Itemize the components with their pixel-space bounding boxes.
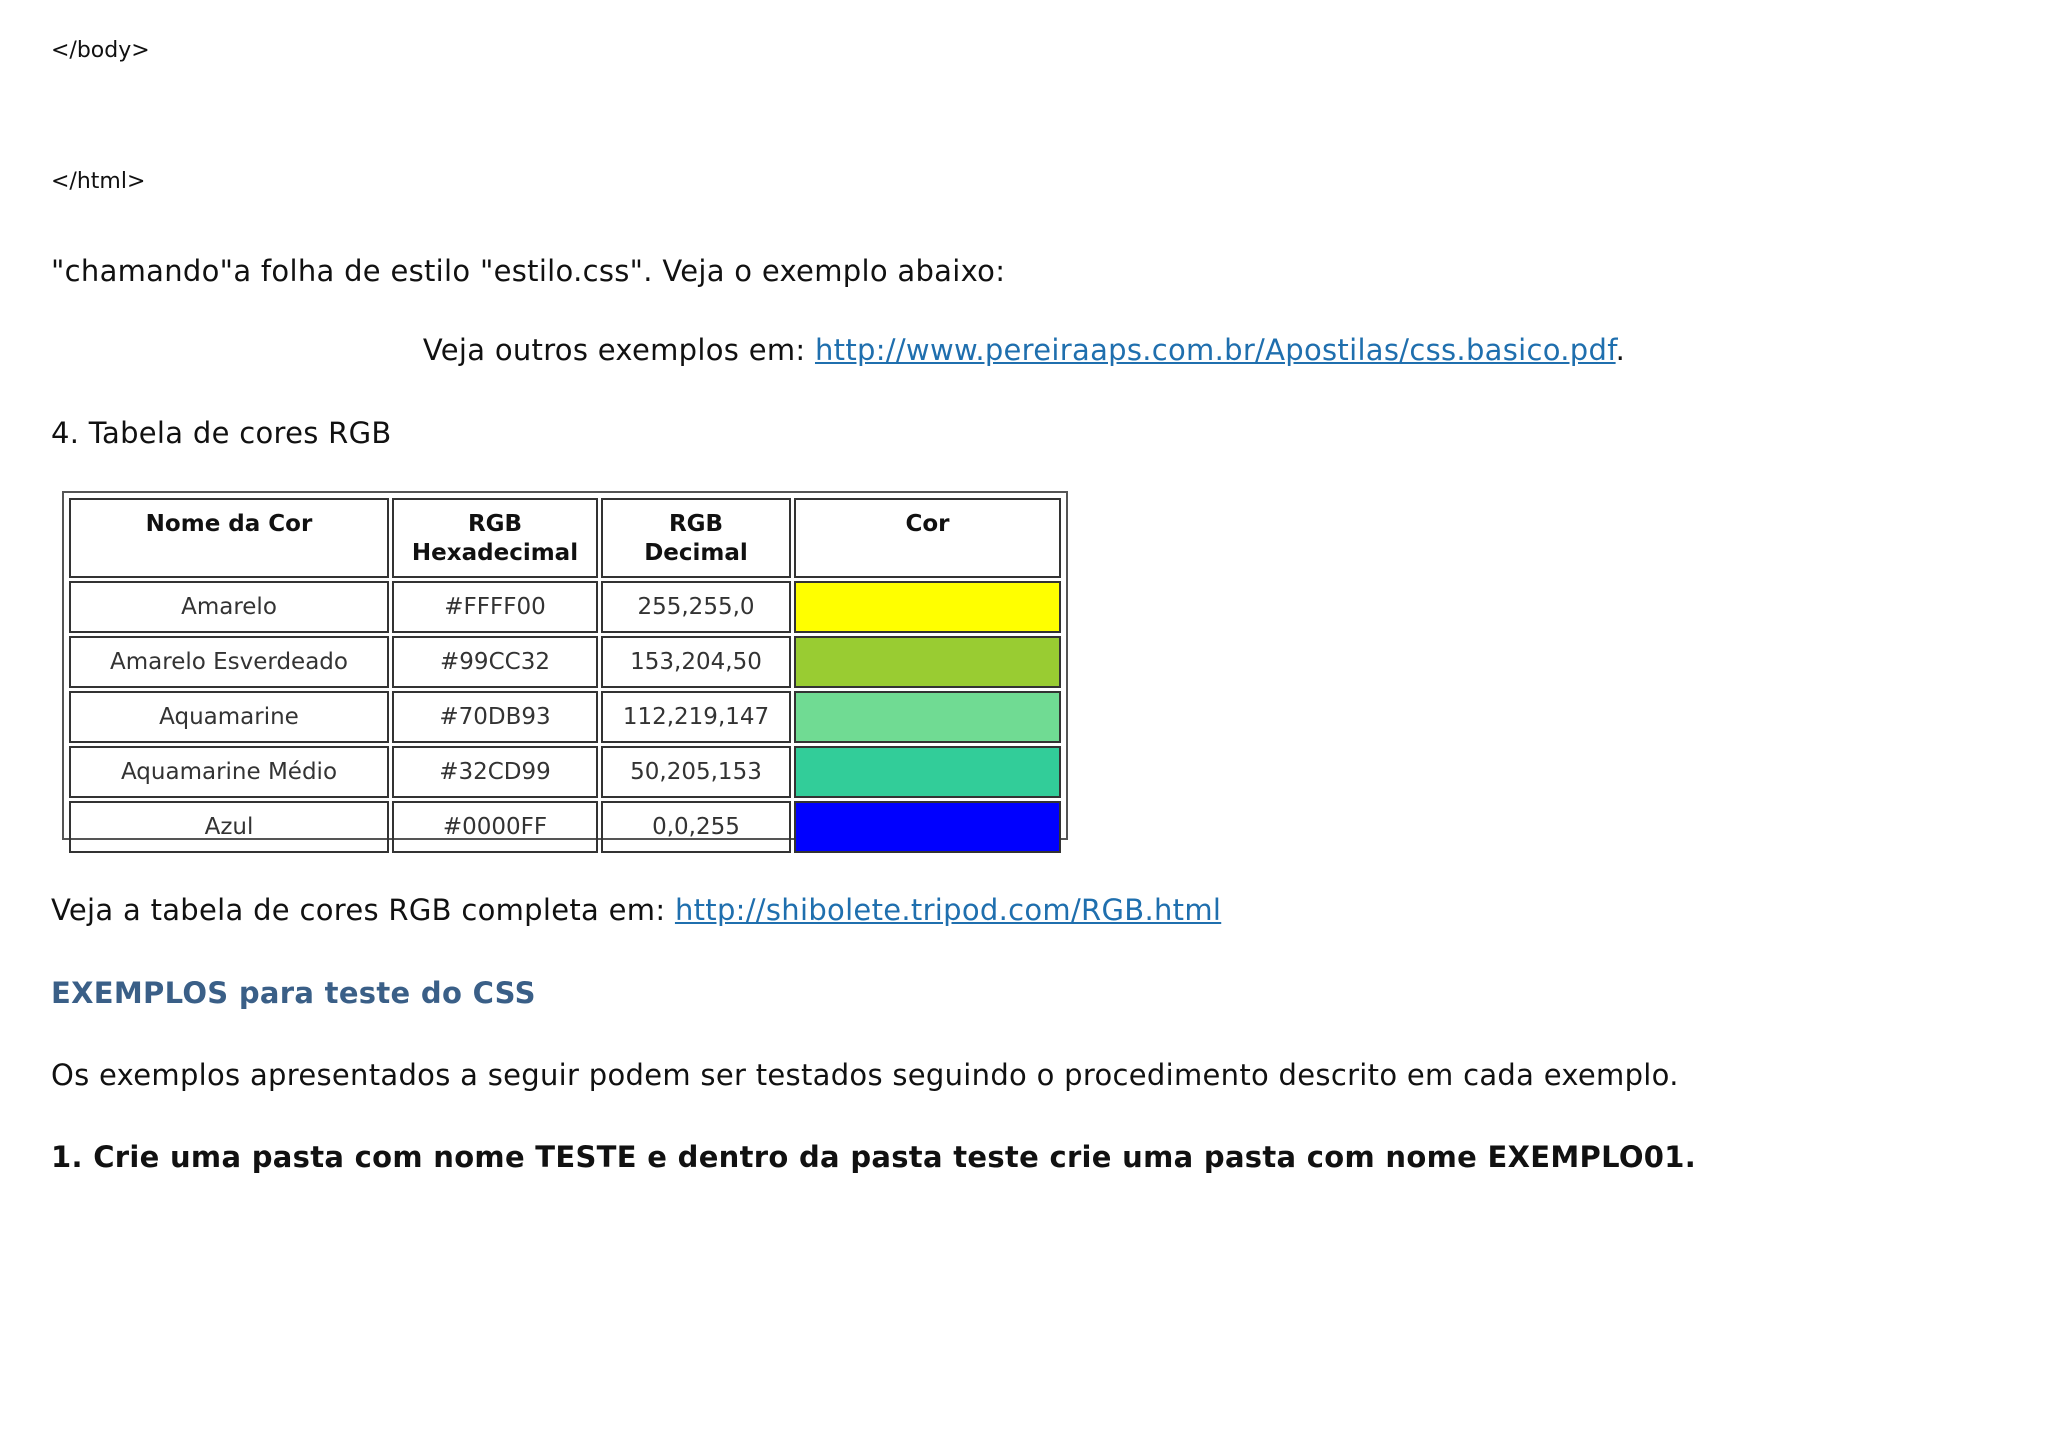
- header-color-name: Nome da Cor: [69, 498, 389, 578]
- rgb-color-table: [66, 495, 1064, 856]
- full-table-prefix: Veja a tabela de cores RGB completa em:: [51, 893, 675, 927]
- cell-color-swatch: [794, 581, 1061, 633]
- code-line-html-close: </html>: [51, 169, 146, 194]
- table-row: [69, 691, 1061, 743]
- table-row: [69, 636, 1061, 688]
- full-table-paragraph: [51, 893, 1221, 927]
- cell-rgb-decimal: 255,255,0: [601, 581, 791, 633]
- rgb-table-link[interactable]: http://shibolete.tripod.com/RGB.html: [674, 893, 1222, 927]
- color-swatch: [796, 693, 1059, 741]
- cell-color-swatch: [794, 636, 1061, 688]
- pdf-link[interactable]: http://www.pereiraaps.com.br/Apostilas/css.basico.pdf: [814, 333, 1616, 367]
- header-rgb-hex-label: RGB Hexadecimal: [411, 511, 579, 566]
- step-1-instruction: 1. Crie uma pasta com nome TESTE e dentro da pasta teste crie uma pasta com nome EXEMPLO01.: [51, 1140, 1697, 1174]
- examples-intro: Os exemplos apresentados a seguir podem ser testados seguindo o procedimento descrito em cada exemplo.: [51, 1058, 1679, 1092]
- cell-color-swatch: [794, 746, 1061, 798]
- color-table-image: [62, 491, 1068, 840]
- more-examples-suffix: .: [1615, 333, 1626, 367]
- table-row: [69, 801, 1061, 853]
- code-line-body-close: </body>: [51, 38, 150, 63]
- color-swatch: [796, 638, 1059, 686]
- header-rgb-hex: [392, 498, 598, 578]
- cell-rgb-hex: #32CD99: [392, 746, 598, 798]
- examples-heading: EXEMPLOS para teste do CSS: [51, 976, 536, 1010]
- color-swatch: [796, 803, 1059, 851]
- table-row: [69, 746, 1061, 798]
- cell-rgb-hex: #0000FF: [392, 801, 598, 853]
- cell-rgb-decimal: 0,0,255: [601, 801, 791, 853]
- cell-rgb-decimal: 50,205,153: [601, 746, 791, 798]
- cell-color-swatch: [794, 691, 1061, 743]
- header-rgb-decimal-label: RGB Decimal: [644, 511, 748, 566]
- table-row: [69, 581, 1061, 633]
- cell-rgb-hex: #FFFF00: [392, 581, 598, 633]
- color-swatch: [796, 748, 1059, 796]
- cell-color-name: Azul: [69, 801, 389, 853]
- header-rgb-decimal: [601, 498, 791, 578]
- cell-color-name: Amarelo: [69, 581, 389, 633]
- intro-paragraph: "chamando"a folha de estilo "estilo.css". Veja o exemplo abaixo:: [51, 254, 1006, 288]
- header-color-swatch: Cor: [794, 498, 1061, 578]
- section-title-rgb: 4. Tabela de cores RGB: [51, 416, 392, 450]
- table-header-row: [69, 498, 1061, 578]
- cell-rgb-hex: #70DB93: [392, 691, 598, 743]
- cell-color-swatch: [794, 801, 1061, 853]
- cell-rgb-decimal: 112,219,147: [601, 691, 791, 743]
- cell-color-name: Aquamarine: [69, 691, 389, 743]
- cell-rgb-decimal: 153,204,50: [601, 636, 791, 688]
- cell-rgb-hex: #99CC32: [392, 636, 598, 688]
- cell-color-name: Aquamarine Médio: [69, 746, 389, 798]
- color-swatch: [796, 583, 1059, 631]
- cell-color-name: Amarelo Esverdeado: [69, 636, 389, 688]
- more-examples-paragraph: [0, 333, 2048, 367]
- more-examples-prefix: Veja outros exemplos em:: [422, 333, 815, 367]
